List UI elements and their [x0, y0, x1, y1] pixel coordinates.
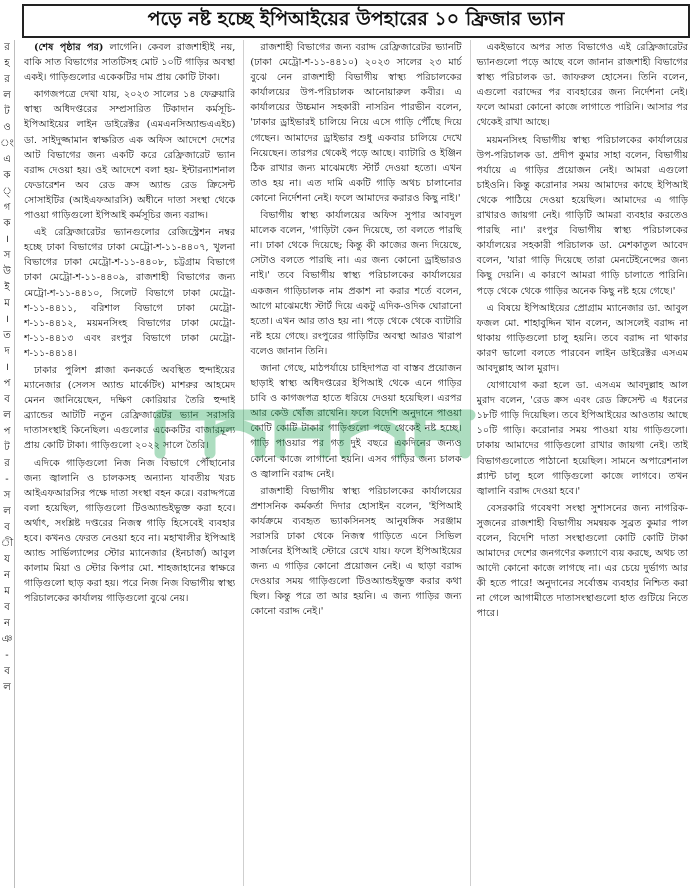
gutter-char: দ [4, 346, 10, 357]
column-3 [470, 40, 688, 886]
gutter-char: ম [4, 586, 10, 597]
paragraph: বেসরকারি গবেষণা সংস্থা সুশাসনের জন্য নাগরিক-সুজনের রাজশাহী বিভাগীয় সমন্বয়ক সুব্রত কুমার পাল বলেন, বিদেশি দাতা সংস্থাগুলো কোটি কোটি টাকা আমাদের দেশের জনগণের কল্যাণে ব্যয় করছে, অথচ তা আদৌ কোনো কাজে লাগছে না। এর চেয়ে দুর্ভাগ্য আর কী হতে পারে! অনুদানের সর্বোত্তম ব্যবহার নিশ্চিত করা না গেলে আগামীতে দাতাসংস্থাগুলো হাত গুটিয়ে নিতে পারে। [476, 502, 688, 620]
paragraph: ময়মনসিংহ বিভাগীয় স্বাস্থ্য পরিচালকের কার্যালয়ের উপ-পরিচালক ডা. প্রদীপ কুমার সাহা বলেন, বিভাগীয় পর্যায়ে এ গাড়ির প্রয়োজন নেই। আমরা এগুলো চাইওনি। কিন্তু করোনার সময় আমাদের কাছে ইপিআই থেকে পাঠিয়ে দেওয়া হয়েছিল। আমাদের এ গাড়ি রাখারও জায়গা নেই। গাড়িটি আমরা ব্যবহার করতেও পারছি না।' রংপুর বিভাগীয় স্বাস্থ্য পরিচালকের কার্যালয়ের সহকারী পরিচালক ডা. মেশকাতুল আবেদ বলেন, 'যারা গাড়ি দিয়েছে তারা মেনটেইনেন্সের জন্য কিছু দেয়নি। এ কারণে আমরা গাড়ি চালাতে পারিনি। পড়ে থেকে থেকে গাড়ির অনেক কিছু নষ্ট হয়ে গেছে।' [476, 134, 688, 297]
gutter-char: ট [4, 442, 10, 453]
paragraph: ঢাকার পুলিশ প্লাজা কনকর্ডে অবস্থিত হুন্দাইয়ের ম্যানেজার (সেলস অ্যান্ড মার্কেটিং) মাশরুর আহমেদ মেনন জানিয়েছেন, দক্ষিণ কোরিয়ার তৈরি হুন্দাই ব্র্যান্ডের আটটি নতুন রেফ্রিজারেটর ভ্যান সরাসরি দাতাসংস্থাই কিনেছিল। এগুলোর একেকটির বাজারমূল্য প্রায় কোটি টাকা। গাড়িগুলো ২০২২ সালে তৈরি। [24, 364, 236, 452]
gutter-char: ব [4, 394, 10, 405]
gutter-char: ল [3, 410, 11, 421]
paragraph: একইভাবে অপর সাত বিভাগেও এই রেফ্রিজারেটর ভ্যানগুলো পড়ে আছে বলে জানান রাজশাহী বিভাগের স্বাস্থ্য পরিচালক ডা. জাফরুল হোসেন। তিনি বলেন, এগুলো বরাদ্দের পর ব্যবহারের জন্য নির্দেশনা নেই। ফলে আমরা কোনো কাজে লাগাতে পারিনি। আসার পর থেকেই রাখা আছে। [476, 42, 688, 129]
paragraph: যোগাযোগ করা হলে ডা. এসএম আবদুল্লাহ আল মুরাদ বলেন, 'রেড ক্রস এবং রেড ক্রিসেন্ট এ ধরনের ১৮টি গাড়ি দিয়েছিল। তবে ইপিআইয়ের আওতায় আছে ১০টি গাড়ি। করোনার সময় পাওয়া যায় গাড়িগুলো। ঢাকায় আমাদের গাড়িগুলো রাখার জায়গা নেই। তাই বিভাগগুলোতে পাঠানো হয়েছিল। সামনে অপারেশনাল প্ল্যান্ট চালু হলে গাড়িগুলো কাজে লাগবে। তখন জ্বালানি বরাদ্দ দেওয়া হবে।' [476, 380, 688, 497]
gutter-char: ্ [2, 186, 12, 197]
paragraph [24, 40, 235, 85]
continuation-lead: (শেষ পৃষ্ঠার পর) [34, 42, 104, 53]
gutter-char: স [3, 250, 11, 261]
gutter-char: ব [4, 602, 10, 613]
gutter-char: ী [0, 538, 14, 549]
gutter-char: ক [3, 170, 11, 181]
gutter-char: র [4, 42, 10, 53]
adjacent-column-fragment [0, 40, 15, 888]
paragraph: বিভাগীয় স্বাস্থ্য কার্যালয়ের অফিস সুপার আবদুল মালেক বলেন, 'গাড়িটা কেন দিয়েছে, তা বলতে পারছি না। ঢাকা থেকে দিয়েছে; কিন্তু কী কাজের জন্য দিয়েছে, সেটাও বলতে পারছি না। এর জন্য কোনো ড্রাইভারও নাই।' তবে বিভাগীয় স্বাস্থ্য পরিচালকের কার্যালয়ের একজন গাড়িচালক নাম প্রকাশ না করার শর্তে বলেন, আগে মাঝেমধ্যে স্টার্ট দিয়ে একটু এদিক-ওদিক ঘোরানো হতো। এখন আর তাও হয় না। পড়ে থেকে থেকে ব্যাটারি নষ্ট হয়ে গেছে। রংপুরের গাড়িটির অবস্থা আরও খারাপ বলেও জানান তিনি। [250, 210, 462, 357]
gutter-char: ল [3, 506, 11, 517]
paragraph: রাজশাহী বিভাগীয় স্বাস্থ্য পরিচালকের কার্যালয়ের প্রশাসনিক কর্মকর্তা দিদার হোসাইন বলেন, 'ইপিআই কার্যক্রমে ব্যবহৃত ভ্যাকসিনসহ আনুষঙ্গিক সরঞ্জাম সরাসরি ঢাকা থেকে নিজস্ব গাড়িতে এনে সিভিল সার্জনের ইপিআই স্টোরে রেখে যায়। ফলে ইপিআইয়ের জন্য এ গাড়ির কোনো প্রয়োজন নেই। এ ছাড়া বরাদ্দ দেওয়ার সময় গাড়িগুলো টিওঅ্যান্ডইভুক্ত করার কথা ছিল। কিন্তু পরে তা আর হয়নি। এ জন্য গাড়ির জন্য কোনো বরাদ্দ নেই।' [250, 485, 462, 618]
headline-box [22, 4, 690, 38]
gutter-char: । [5, 362, 9, 373]
gutter-char: হ [4, 58, 10, 69]
paragraph: এই রেফ্রিজারেটর ভ্যানগুলোর রেজিস্ট্রেশন নম্বর হচ্ছে ঢাকা বিভাগের ঢাকা মেট্রো-শ-১১-৪৪০৭, খুলনা বিভাগের ঢাকা মেট্রো-শ-১১-৪৪০৮, চট্টগ্রাম বিভাগে ঢাকা মেট্রো-শ-১১-৪৪০৯, রাজশাহী বিভাগের জন্য মেট্রো-শ-১১-৪৪১০, সিলেট বিভাগে ঢাকা মেট্রো-শ-১১-৪৪১১, বরিশাল বিভাগে ঢাকা মেট্রো-শ-১১-৪৪১২, ময়মনসিংহ বিভাগের ঢাকা মেট্রো-শ-১১-৪৪১৩ এবং রংপুর বিভাগে ঢাকা মেট্রো-শ-১১-৪৪১৪। [24, 227, 236, 359]
gutter-char: ল [3, 682, 11, 693]
gutter-char: ম [4, 298, 10, 309]
paragraph: এ বিষয়ে ইপিআইয়ের প্রোগ্রাম ম্যানেজার ডা. আবুল ফজল মো. শাহাবুদ্দিন খান বলেন, আসলেই বরাদ্দ না থাকায় গাড়িগুলো চালু হয়নি। তবে বরাদ্দ না থাকার কারণ ভালো বলতে পারবেন লাইন ডাইরেক্টর এসএম আবদুল্লাহ আল মুরাদ। [476, 302, 688, 374]
headline: পড়ে নষ্ট হচ্ছে ইপিআইয়ের উপহারের ১০ ফ্রিজার ভ্যান [147, 8, 565, 30]
gutter-char: র [4, 458, 10, 469]
gutter-char: ও [3, 122, 11, 133]
paragraph-text: লাগেনি। কেবল রাজশাহীই নয়, বাকি সাত বিভাগের সাতটিসহ মোট ১০টি গাড়ির অবস্থা একই। গাড়িগুলোর একেকটির দাম প্রায় কোটি টাকা। [24, 42, 236, 84]
gutter-char: প [3, 378, 11, 389]
gutter-char: ব [4, 666, 10, 677]
paragraph: রাজশাহী বিভাগের জন্য বরাদ্দ রেফ্রিজারেটর ভ্যানটি (ঢাকা মেট্রো-শ-১১-৪৪১০) ২০২৩ সালের ২৩ মার্চ বুঝে নেন রাজশাহী বিভাগীয় স্বাস্থ্য পরিচালকের কার্যালয়ের উপ-পরিচালক আনোয়ারুল কবীর। এ কার্যালয়ের উচ্চমান সহকারী নাসরিন পারভীন বলেন, 'ঢাকার ড্রাইভারই চালিয়ে নিয়ে এসে গাড়ি পৌঁছে দিয়ে গেছেন। আমাদের ড্রাইভার শুধু একবার চালিয়ে দেখে নিয়েছেন। তারপর থেকেই পড়ে আছে। ব্যাটারি ও ইঞ্জিন ঠিক রাখার জন্য মাঝেমধ্যে স্টার্ট দেওয়া হতো। এখন তাও হয় না। এত দামি একটি গাড়ি অথচ চালানোর কোনো নির্দেশনা নেই। ফলে আমাদের করারও কিছু নাই।' [250, 42, 462, 204]
gutter-char: । [5, 234, 9, 245]
column-1 [24, 40, 235, 886]
gutter-char: । [5, 314, 9, 325]
gutter-char: উ [3, 266, 11, 277]
paragraph: এদিকে গাড়িগুলো নিজ নিজ বিভাগে পৌঁছানোর জন্য জ্বালানি ও চালকসহ অন্যান্য যাবতীয় খরচ আইএফআরসির পক্ষে দাতা সংস্থা বহন করে। বরাদ্দপত্রে বলা হয়েছিল, গাড়িগুলো টিওঅ্যান্ডইভুক্ত করা হবে। অর্থাৎ, সংশ্লিষ্ট দপ্তরের নিজস্ব গাড়ি হিসেবেই ব্যবহার হবে। কখনও ফেরত নেওয়া হবে না। মহাখালীর ইপিআই অ্যান্ড সার্ভিল্যান্সের স্টোর ম্যানেজার (ইনচার্জ) আবুল কালাম মিয়া ও স্টোর কিপার মো. শাহজাহানের স্বাক্ষরে গাড়িগুলো ছাড় করা হয়। পরে নিজ নিজ বিভাগীয় স্বাস্থ্য পরিচালকের কার্যালয় গাড়িগুলো বুঝে নেয়। [24, 457, 236, 605]
gutter-char: য [4, 554, 10, 565]
gutter-char: স [3, 490, 11, 501]
gutter-char: ট [4, 106, 10, 117]
gutter-char: - [5, 650, 9, 661]
gutter-char: প [3, 426, 11, 437]
gutter-char: ঞ [1, 634, 13, 645]
gutter-char: ত [3, 330, 11, 341]
gutter-char: এ [3, 154, 11, 165]
gutter-char: - [5, 474, 9, 485]
paragraph: কাগজপত্রে দেখা যায়, ২০২৩ সালের ১৪ ফেব্রুয়ারি স্বাস্থ্য অধিদপ্তরের সম্প্রসারিত টিকাদান কর্মসূচি-ইপিআইয়ের লাইন ডাইরেক্টর (এমএনসিঅ্যান্ডএএইচ) ডা. সাইদুজ্জামান স্বাক্ষরিত এক অফিস আদেশে দেশের আট বিভাগের জন্য একটি করে রেফ্রিজারেট ভ্যান বরাদ্দ দেওয়া হয়। ওই আদেশে বলা হয়- ইন্টারন্যাশনাল ফেডারেশন অব রেড ক্রস অ্যান্ড রেড ক্রিসেন্ট সোসাইটির (আইএফআরসি) অধীনে দাতা সংস্থা থেকে পাওয়া গাড়িগুলো ইপিআই কর্মসূচির জন্য বরাদ্দ। [24, 89, 236, 222]
column-2 [243, 40, 461, 886]
paragraph: জানা গেছে, মাঠপর্যায়ে চাহিদাপত্র বা বাস্তব প্রয়োজন ছাড়াই স্বাস্থ্য অধিদপ্তরের ইপিআই থেকে এনে গাড়ির চাবি ও কাগজপত্র হাতে ধরিয়ে দেওয়া হয়েছিল। এরপর আর কেউ খোঁজ রাখেনি। ফলে বিদেশি অনুদানে পাওয়া কোটি কোটি টাকার গাড়িগুলো পড়ে থেকেই নষ্ট হচ্ছে। গাড়ি পাওয়ার পর গত দুই বছরে একদিনের জন্যও কোনো কাজে লাগানো হয়নি। এসব গাড়ির জন্য চালক ও জ্বালানি বরাদ্দ নেই। [250, 362, 462, 480]
gutter-char: ল [3, 90, 11, 101]
gutter-char: র [4, 74, 10, 85]
gutter-char: ব [4, 522, 10, 533]
gutter-char: ই [4, 282, 10, 293]
article-body [24, 40, 688, 886]
gutter-char: ন [4, 618, 10, 629]
gutter-char: ক [3, 218, 11, 229]
gutter-char: গ [3, 202, 11, 213]
gutter-char: ং [0, 138, 14, 149]
gutter-char: ন [4, 570, 10, 581]
